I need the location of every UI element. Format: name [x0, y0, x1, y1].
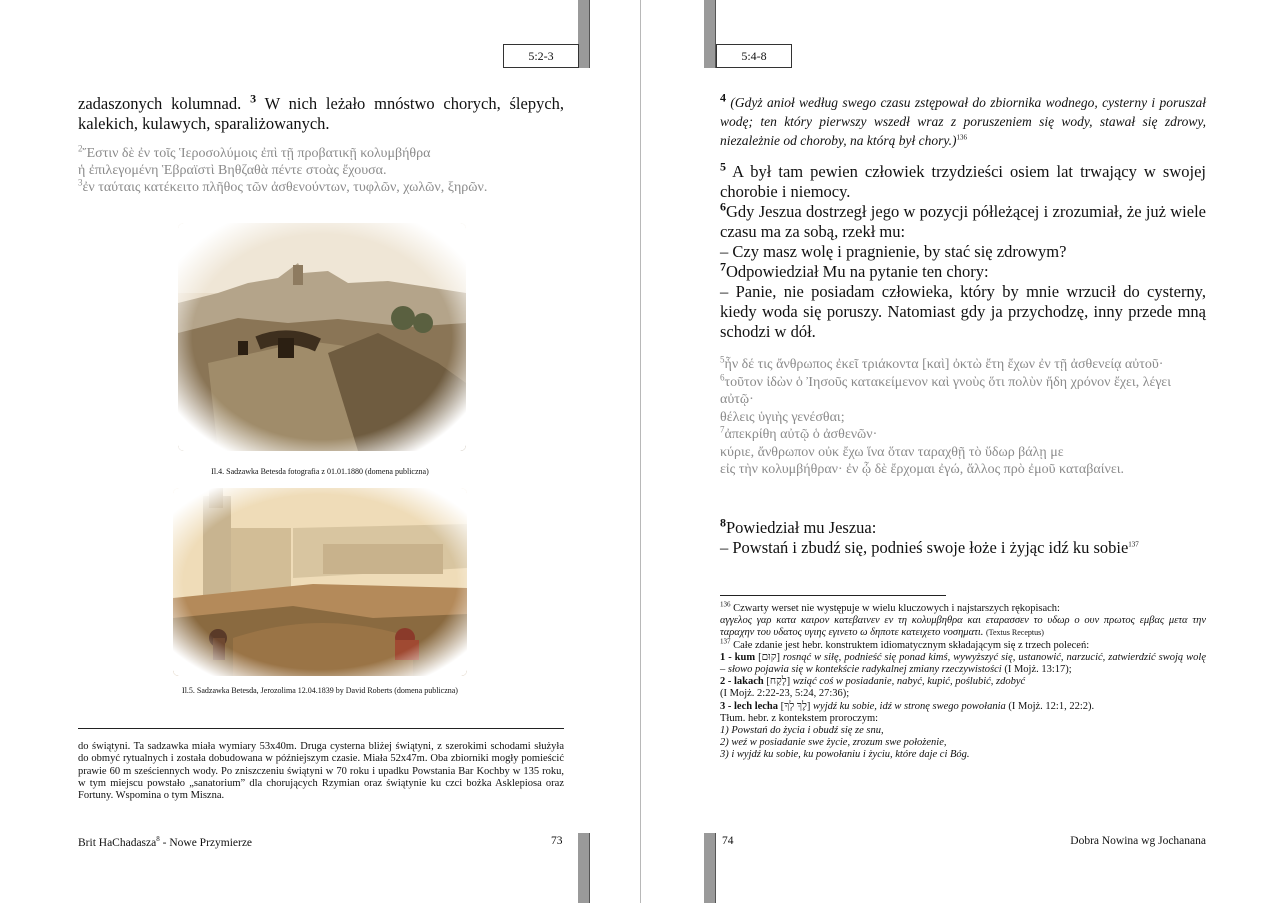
- page-number: 74: [722, 835, 734, 847]
- verse-number: 3: [250, 91, 257, 106]
- verse-text: W nich leżało mnóstwo chorych, ślepych, kalekich, kulawych, sparaliżowanych.: [78, 94, 565, 133]
- chapter-ref-box: 5:2-3: [503, 44, 579, 68]
- right-page: [640, 0, 1280, 903]
- greek-line: κύριε, ἄνθρωπον οὐκ ἔχω ἵνα ὅταν ταραχθῇ τὸ ὕδωρ βάλῃ με: [720, 444, 1064, 460]
- greek-text-block: [720, 356, 1206, 479]
- footnote-136-greek: αγγελος γαρ κατα καιρον κατεβαινεν εν τη κολυμβηθρα και εταρασσεν το υδωρ ο ουν πρωτος εμβας μετα την ταραχην του υδατος υγιης εγινετο ω δηποτε κατειχετο νοσηματι. (Textus Receptus): [720, 615, 1206, 639]
- footnote-rule: [720, 595, 946, 596]
- page-number: 73: [551, 835, 563, 847]
- greek-line: $^2$Ἔστιν δὲ ἐν τοῖς Ἱεροσολύμοις ἐπὶ τῇ προβατικῇ κολυμβήθρα: [78, 143, 431, 161]
- verse-7: $^7$Odpowiedział Mu na pytanie ten chory:: [720, 259, 989, 281]
- photo-caption: Il.5. Sadzawka Betesda, Jerozolima 12.04.1839 by David Roberts (domena publiczna): [182, 686, 458, 695]
- footnote-context-item: 3) i wyjdź ku sobie, ku powołaniu i życiu, które daje ci Bóg.: [720, 749, 970, 761]
- verse-block: [78, 91, 565, 134]
- greek-line: $^6$τοῦτον ἰδὼν ὁ Ἰησοῦς κατακείμενον καὶ γνοὺς ὅτι πολὺν ἤδη χρόνον ἔχει, λέγει αὐτῷ·: [720, 371, 1171, 407]
- greek-line: εἰς τὴν κολυμβήθραν· ἐν ᾧ δὲ ἔρχομαι ἐγώ, ἄλλος πρὸ ἐμοῦ καταβαίνει.: [720, 462, 1124, 477]
- verses-5-7: [720, 159, 1206, 342]
- bottom-tab-bar: [578, 833, 590, 903]
- verse-4: 4 (Gdyż anioł według swego czasu zstępował do zbiornika wodnego, cysterny i poruszał wodę; ten który pierwszy wszedł wraz z poruszeniem się wody, stawał się zdrowy, niezależnie od choroby, na którą był chory.)$^{136}$: [720, 90, 1207, 148]
- greek-line: $^3$ἐν ταύταις κατέκειτο πλῆθος τῶν ἀσθενούντων, τυφλῶν, χωλῶν, ξηρῶν.: [78, 177, 488, 195]
- footnote-continuation: do świątyni. Ta sadzawka miała wymiary 53x40m. Druga cysterna bliżej świątyni, z szerokimi schodami służyła do obmyć rytualnych i została dobudowana w późniejszym czasie. Miała 52x47m. Oba zbiorniki mogły pomieścić prawie 60 m sześciennych wody. Po zniszczeniu świątyni w 70 roku i upadku Powstania Bar Kochby w 135 roku, w tym miejscu powstało „sanatorium” dla chorujących Rzymian oraz świątynie ku czci bożka Asklepiosa oraz Fortuny. Wspomina o tym Miszna.: [78, 741, 564, 802]
- top-tab-bar: [704, 0, 716, 68]
- verse-6-dialog: – Czy masz wolę i pragnienie, by stać się zdrowym?: [720, 242, 1067, 261]
- greek-line: θέλεις ὑγιὴς γενέσθαι;: [720, 409, 845, 425]
- bethesda-photo-1880: [178, 223, 466, 451]
- footnote-137: $^{137}$ Całe zdanie jest hebr. konstruktem idiomatycznym składającym się z trzech poleceń:: [720, 637, 1090, 651]
- footnote-context-item: 2) weź w posiadanie swe życie, zrozum swe położenie,: [720, 737, 947, 749]
- footnotes: [720, 600, 1206, 762]
- bethesda-painting-1839: [173, 488, 467, 676]
- footnote-rule: [78, 728, 564, 729]
- footnote-136: $^{136}$ Czwarty werset nie występuje w wielu kluczowych i najstarszych rękopisach:: [720, 600, 1060, 614]
- verse-8: $^8$Powiedział mu Jeszua: – Powstań i zbudź się, podnieś swoje łoże i żyjąc idź ku sobie$^{137}$: [720, 515, 1139, 557]
- photo-caption: Il.4. Sadzawka Betesda fotografia z 01.01.1880 (domena publiczna): [211, 467, 429, 476]
- footnote-item-3: 3 - lech lecha [לֶךְ לְךָ] wyjdź ku sobie, idź w stronę swego powołania (I Mojż. 12:1, 22:2).: [720, 700, 1095, 712]
- greek-text-block: [78, 145, 564, 196]
- right-footer-title: Dobra Nowina wg Jochanana: [1070, 835, 1206, 847]
- footnote-context-item: 1) Powstań do życia i obudź się ze snu,: [720, 725, 884, 737]
- footnote-item-2: 2 - lakach [לָקַח] wziąć coś w posiadanie, nabyć, kupić, poślubić, zdobyć (I Mojż. 2:22-23, 5:24, 27:36);: [720, 676, 1026, 700]
- greek-line: ἡ ἐπιλεγομένη Ἑβραϊστὶ Βηθζαθὰ πέντε στοὰς ἔχουσα.: [78, 163, 387, 178]
- verse-7-dialog: – Panie, nie posiadam człowieka, który by mnie wrzucił do cysterny, kiedy woda się poruszy. Natomiast gdy ja przychodzę, inny przede mną schodzi w dół.: [720, 282, 1206, 341]
- verse-text: zadaszonych kolumnad.: [78, 94, 242, 113]
- verse-5: $^5$ A był tam pewien człowiek trzydzieści osiem lat trwający w swojej chorobie i niemocy.: [720, 159, 1206, 201]
- top-tab-bar: [578, 0, 590, 68]
- greek-line: $^7$ἀπεκρίθη αὐτῷ ὁ ἀσθενῶν·: [720, 424, 878, 442]
- footnote-item-1: 1 - kum [קוּם] rosnąć w siłę, podnieść się ponad kimś, wywyższyć się, ustanowić, narzucić, zatwierdzić swoją wolę – słowo pojawia się w kontekście radykalnej zmiany rzeczywistości (I Mojż. 13:17);: [720, 651, 1206, 676]
- chapter-ref-box: 5:4-8: [716, 44, 792, 68]
- left-footer-title: Brit HaChadasza$^8$ - Nowe Przymierze: [78, 835, 253, 849]
- bottom-tab-bar: [704, 833, 716, 903]
- greek-line: $^5$ἦν δέ τις ἄνθρωπος ἐκεῖ τριάκοντα [καὶ] ὀκτὼ ἔτη ἔχων ἐν τῇ ἀσθενείᾳ αὐτοῦ·: [720, 354, 1164, 372]
- footnote-context-intro: Tłum. hebr. z kontekstem proroczym:: [720, 712, 879, 724]
- verse-6: $^6$Gdy Jeszua dostrzegł jego w pozycji półleżącej i zrozumiał, że już wiele czasu ma za sobą, rzekł mu:: [720, 199, 1206, 241]
